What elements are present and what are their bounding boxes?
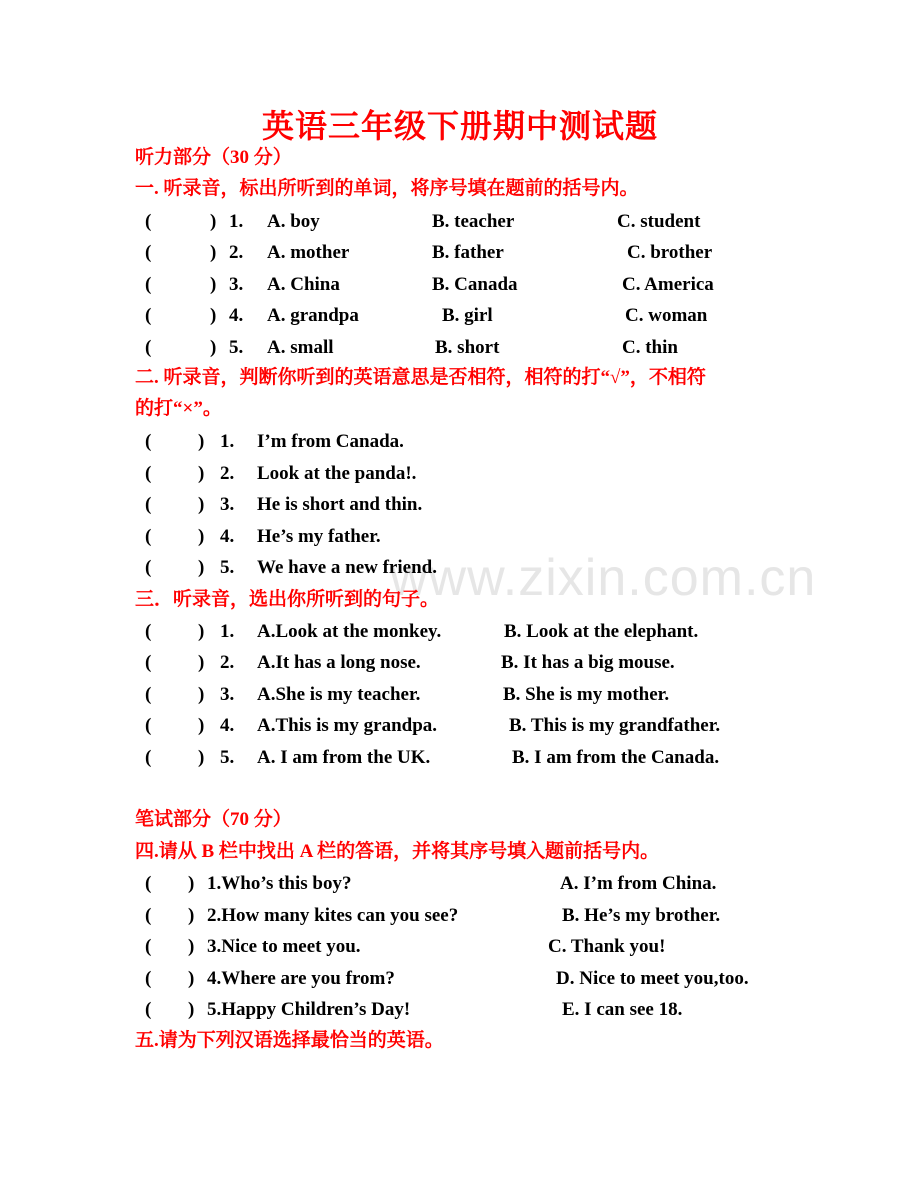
- question-number: 5.: [220, 747, 235, 768]
- option-c: C. woman: [625, 305, 708, 326]
- answer-paren-close: ): [188, 873, 195, 894]
- statement-text: I’m from Canada.: [257, 431, 404, 452]
- answer-paren-close: ): [188, 905, 195, 926]
- answer-paren-open: (: [145, 274, 152, 295]
- option-b: B. short: [435, 337, 500, 358]
- answer-paren-open: (: [145, 305, 152, 326]
- question-text: 1.Who’s this boy?: [207, 873, 352, 894]
- option-b: B. teacher: [432, 211, 515, 232]
- answer-paren-close: ): [198, 652, 205, 673]
- section-1-instruction: 一. 听录音，标出所听到的单词，将序号填在题前的括号内。: [135, 178, 639, 199]
- answer-option: A. I’m from China.: [560, 873, 717, 894]
- answer-paren-open: (: [145, 621, 152, 642]
- option-a: A.Look at the monkey.: [257, 621, 442, 642]
- question-number: 3.: [220, 684, 235, 705]
- answer-paren-close: ): [188, 936, 195, 957]
- page-title: 英语三年级下册期中测试题: [261, 108, 658, 144]
- answer-option: B. He’s my brother.: [562, 905, 721, 926]
- question-text: 3.Nice to meet you.: [207, 936, 361, 957]
- answer-paren-open: (: [145, 242, 152, 263]
- question-number: 1.: [220, 621, 235, 642]
- answer-paren-open: (: [145, 211, 152, 232]
- answer-paren-open: (: [145, 463, 152, 484]
- option-a: A. I am from the UK.: [257, 747, 431, 768]
- answer-paren-close: ): [198, 621, 205, 642]
- answer-paren-open: (: [145, 936, 152, 957]
- answer-paren-open: (: [145, 557, 152, 578]
- answer-paren-open: (: [145, 684, 152, 705]
- option-b: B. It has a big mouse.: [501, 652, 675, 673]
- section-5-instruction: 五.请为下列汉语选择最恰当的英语。: [135, 1030, 444, 1051]
- section-2-instruction-line-1: 二. 听录音，判断你听到的英语意思是否相符，相符的打“√”，不相符: [135, 367, 706, 388]
- option-b: B. girl: [442, 305, 493, 326]
- answer-paren-open: (: [145, 999, 152, 1020]
- statement-text: He is short and thin.: [257, 494, 423, 515]
- option-a: A.She is my teacher.: [257, 684, 421, 705]
- answer-paren-open: (: [145, 652, 152, 673]
- question-number: 4.: [220, 526, 235, 547]
- listening-section-header: 听力部分（30 分）: [135, 147, 292, 168]
- option-b: B. Look at the elephant.: [504, 621, 699, 642]
- section-2-instruction-line-2: 的打“×”。: [135, 398, 222, 419]
- option-a: A. China: [267, 274, 340, 295]
- option-b: B. This is my grandfather.: [509, 715, 721, 736]
- question-number: 2.: [220, 652, 235, 673]
- question-number: 3.: [229, 274, 244, 295]
- question-number: 3.: [220, 494, 235, 515]
- option-b: B. father: [432, 242, 504, 263]
- answer-paren-open: (: [145, 747, 152, 768]
- answer-paren-close: ): [198, 431, 205, 452]
- option-a: A.It has a long nose.: [257, 652, 421, 673]
- question-text: 2.How many kites can you see?: [207, 905, 459, 926]
- answer-paren-close: ): [198, 557, 205, 578]
- question-number: 4.: [229, 305, 244, 326]
- option-a: A.This is my grandpa.: [257, 715, 438, 736]
- answer-paren-open: (: [145, 715, 152, 736]
- answer-paren-close: ): [188, 968, 195, 989]
- answer-paren-open: (: [145, 968, 152, 989]
- answer-paren-close: ): [210, 274, 217, 295]
- option-a: A. grandpa: [267, 305, 359, 326]
- option-a: A. boy: [267, 211, 320, 232]
- statement-text: Look at the panda!.: [257, 463, 417, 484]
- question-number: 5.: [220, 557, 235, 578]
- section-4-instruction: 四.请从 B 栏中找出 A 栏的答语，并将其序号填入题前括号内。: [135, 841, 660, 862]
- section-3-instruction: 三．听录音，选出你所听到的句子。: [135, 589, 440, 610]
- question-text: 4.Where are you from?: [207, 968, 395, 989]
- written-section-header: 笔试部分（70 分）: [135, 809, 292, 830]
- option-c: C. thin: [622, 337, 678, 358]
- option-c: C. student: [617, 211, 701, 232]
- watermark-text: www.zixin.com.cn: [390, 549, 817, 607]
- answer-paren-close: ): [188, 999, 195, 1020]
- answer-paren-close: ): [198, 494, 205, 515]
- option-b: B. She is my mother.: [503, 684, 670, 705]
- option-c: C. America: [622, 274, 714, 295]
- question-number: 2.: [229, 242, 244, 263]
- answer-paren-open: (: [145, 873, 152, 894]
- question-text: 5.Happy Children’s Day!: [207, 999, 411, 1020]
- answer-paren-close: ): [210, 242, 217, 263]
- answer-paren-close: ): [198, 463, 205, 484]
- question-number: 4.: [220, 715, 235, 736]
- answer-paren-open: (: [145, 431, 152, 452]
- answer-paren-open: (: [145, 494, 152, 515]
- option-b: B. Canada: [432, 274, 518, 295]
- option-b: B. I am from the Canada.: [512, 747, 720, 768]
- answer-paren-open: (: [145, 905, 152, 926]
- option-a: A. small: [267, 337, 334, 358]
- question-number: 1.: [229, 211, 244, 232]
- answer-paren-close: ): [210, 211, 217, 232]
- answer-paren-close: ): [198, 715, 205, 736]
- answer-option: C. Thank you!: [548, 936, 666, 957]
- answer-paren-close: ): [198, 747, 205, 768]
- answer-paren-close: ): [198, 526, 205, 547]
- statement-text: He’s my father.: [257, 526, 381, 547]
- question-number: 2.: [220, 463, 235, 484]
- answer-paren-open: (: [145, 337, 152, 358]
- answer-paren-close: ): [198, 684, 205, 705]
- answer-paren-close: ): [210, 305, 217, 326]
- answer-paren-close: ): [210, 337, 217, 358]
- statement-text: We have a new friend.: [257, 557, 437, 578]
- option-c: C. brother: [627, 242, 713, 263]
- option-a: A. mother: [267, 242, 350, 263]
- answer-option: D. Nice to meet you,too.: [556, 968, 749, 989]
- question-number: 1.: [220, 431, 235, 452]
- question-number: 5.: [229, 337, 244, 358]
- answer-option: E. I can see 18.: [562, 999, 683, 1020]
- answer-paren-open: (: [145, 526, 152, 547]
